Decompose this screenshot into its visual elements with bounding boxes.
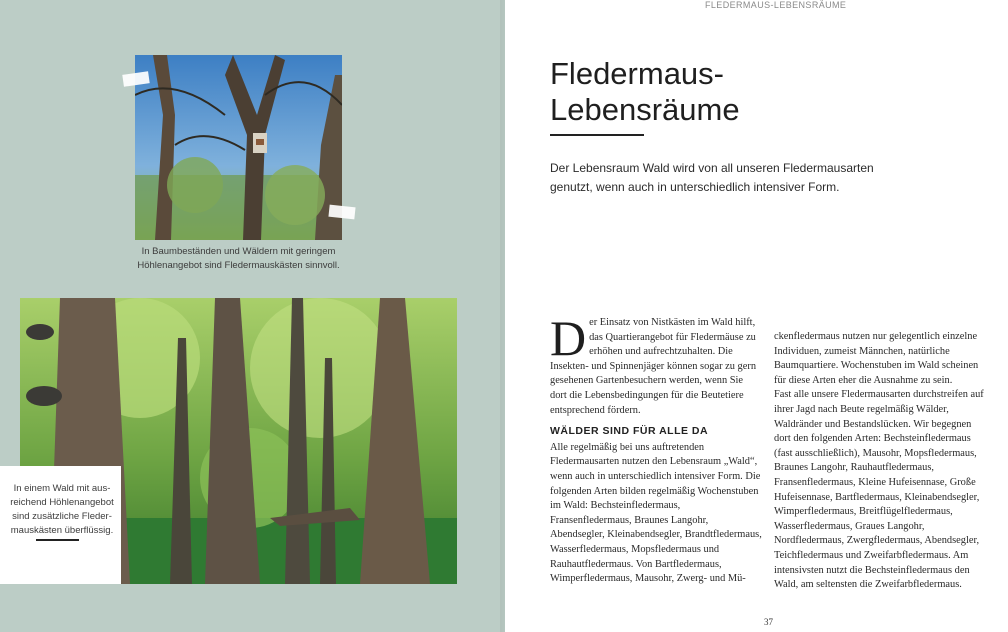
drop-cap: D	[550, 310, 587, 366]
body-paragraph: Alle regelmäßig bei uns auftretenden Fledermausarten nutzen den Lebensraum „Wald“, wenn auch in unterschiedlich intensiver Form. Die folgenden Arten bilden regelmäßig Wochenstuben im Wald: Bechsteinfledermaus, Fransenfledermaus, Braunes Langohr, Abendsegler, Kleinabendsegler, Brandtfledermaus, Wasserfledermaus, Mopsfledermaus und Rauhautfledermaus. Von Bartfledermaus, Wimperfledermaus, Mausohr, Zwerg- und Mü-	[550, 441, 762, 585]
title-line: Fledermaus-	[550, 56, 724, 91]
caption-box	[0, 466, 121, 584]
tape-strip	[328, 205, 355, 220]
section-heading: WÄLDER SIND FÜR ALLE DA	[550, 425, 709, 438]
right-page	[505, 0, 1008, 632]
text-column	[774, 330, 986, 593]
page-title	[550, 56, 740, 128]
body-paragraph: ckenfledermaus nutzen nur gelegentlich einzelne Individuen, zumeist Männchen, natürliche Baumquartiere. Wochenstuben im Wald scheinen für diese Arten eher die Ausnahme zu sein.	[774, 331, 979, 386]
page-number: 37	[764, 617, 773, 627]
title-line: Lebensräume	[550, 92, 740, 127]
caption-rule	[36, 539, 79, 541]
intro-paragraph	[550, 310, 762, 418]
body-paragraph: Fast alle unsere Fledermausarten durchstreifen auf ihrer Jagd nach Beute regelmäßig Wälder, Waldränder und Bestandslücken. Wir begegnen dort den folgenden Arten: Bechsteinfledermaus (fast ausschließlich), Mausohr, Mopsfledermaus, Braunes Langohr, Rauhautfledermaus, Fransenfledermaus, Kleine Hufeisennase, Große Hufeisennase, Bartfledermaus, Kleinabendsegler, Wimperfledermaus, Breitflügelfledermaus, Wasserfledermaus, Graues Langohr, Nordfledermaus, Zwergfledermaus, Abendsegler, Teichfledermaus und Zweifarbfledermaus. Am intensivsten nutzt die Bechsteinfledermaus den Wald, am seltensten die Zweifarbfledermaus.	[774, 389, 984, 591]
photo-caption: In einem Wald mit ausreichend Höhlenangebot sind zusätzliche Fledermauskästen überflüssig.	[10, 483, 114, 536]
intro-text: er Einsatz von Nistkästen im Wald hilft, das Quartierangebot für Fledermäuse zu erhöhen und aufrechtzuhalten. Die Insekten- und Spinnenjäger können sogar zu gern gesehenen Gartenbesuchern werden, wenn Sie dort die Lebensbedingungen für die Beutetiere entsprechend fördern.	[550, 317, 757, 416]
title-rule	[550, 134, 644, 136]
text-column	[550, 310, 762, 587]
lead-paragraph: Der Lebensraum Wald wird von all unseren Fledermausarten genutzt, wenn auch in unterschiedlich intensiver Form.	[550, 161, 874, 194]
photo-nest-box-trees	[135, 55, 342, 240]
running-head: FLEDERMAUS-LEBENSRÄUME	[705, 0, 847, 10]
photo-caption: In Baumbeständen und Wäldern mit geringem Höhlenangebot sind Fledermauskästen sinnvoll.	[137, 246, 340, 271]
